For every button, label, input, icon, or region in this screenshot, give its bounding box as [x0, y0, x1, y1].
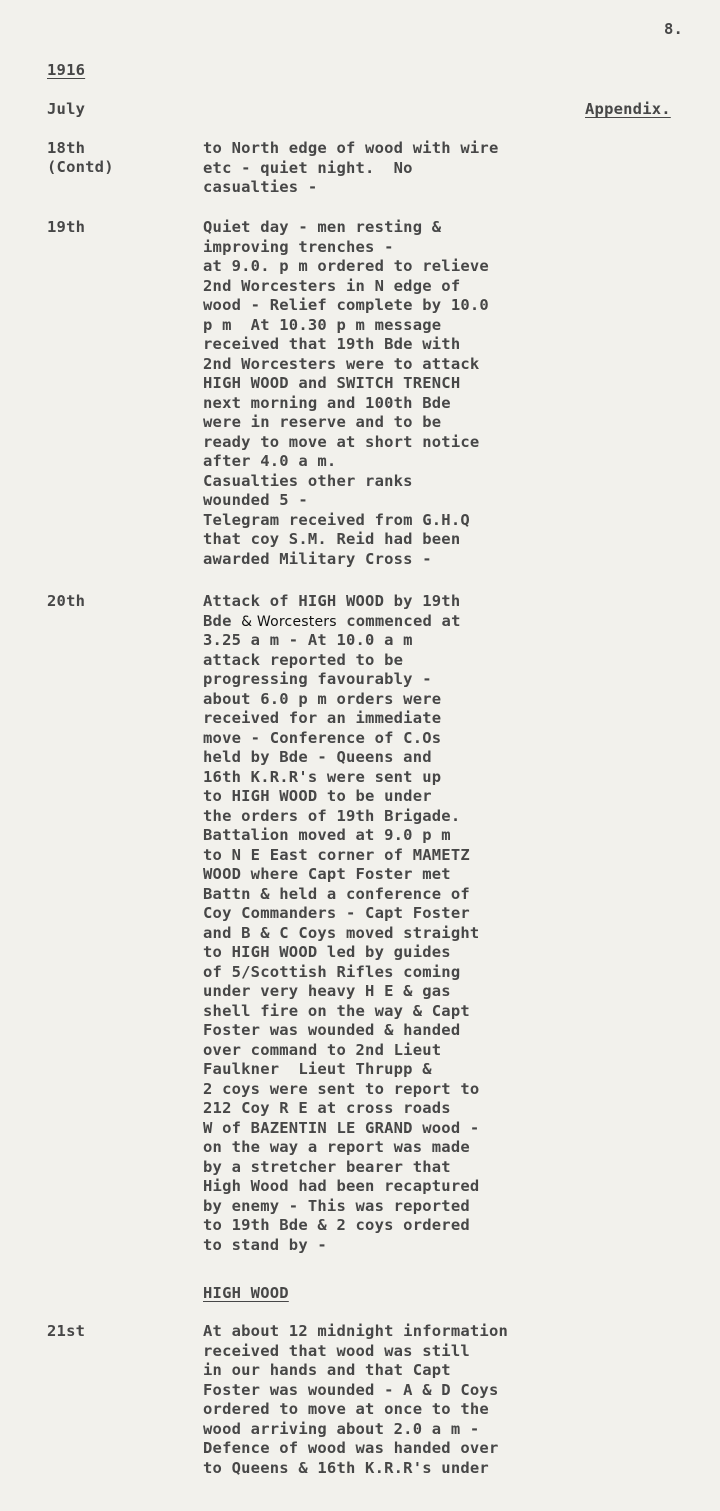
- diary-line: 212 Coy R E at cross roads: [203, 1099, 451, 1117]
- diary-line: attack reported to be: [203, 650, 404, 669]
- diary-line: ready to move at short notice: [203, 432, 480, 451]
- diary-line: High Wood had been recaptured: [203, 1177, 480, 1195]
- year-heading: 1916: [47, 61, 86, 79]
- diary-line: under very heavy H E & gas: [203, 982, 451, 1000]
- diary-line: progressing favourably -: [203, 670, 432, 688]
- entry-date-19th: [47, 218, 85, 237]
- diary-line: ordered to move at once to the: [203, 1400, 489, 1418]
- entry-date-21st: [47, 1322, 85, 1341]
- diary-line: p m At 10.30 p m message: [203, 315, 442, 334]
- diary-line: awarded Military Cross -: [203, 549, 432, 568]
- date-line: 19th: [47, 218, 86, 236]
- diary-line: to N E East corner of MAMETZ: [203, 845, 470, 864]
- diary-line: 16th K.R.R's were sent up: [203, 767, 442, 786]
- diary-line: At about 12 midnight information: [203, 1322, 509, 1340]
- diary-line: to Queens & 16th K.R.R's under: [203, 1458, 489, 1477]
- diary-line: held by Bde - Queens and: [203, 748, 432, 766]
- diary-line: were in reserve and to be: [203, 413, 442, 431]
- diary-line: to stand by -: [203, 1235, 327, 1254]
- diary-line: of 5/Scottish Rifles coming: [203, 962, 461, 981]
- diary-line-amended: [203, 612, 461, 630]
- diary-line: at 9.0. p m ordered to relieve: [203, 257, 489, 275]
- diary-line: to 19th Bde & 2 coys ordered: [203, 1216, 470, 1234]
- diary-line: on the way a report was made: [203, 1138, 470, 1156]
- diary-line: after 4.0 a m.: [203, 452, 337, 470]
- date-line: 18th: [47, 139, 86, 157]
- diary-line: etc - quiet night. No: [203, 158, 413, 177]
- line-fragment: Bde: [203, 611, 242, 630]
- diary-line: wood - Relief complete by 10.0: [203, 296, 489, 314]
- date-line: (Contd): [47, 158, 114, 176]
- diary-line: received for an immediate: [203, 709, 442, 727]
- diary-line: by a stretcher bearer that: [203, 1157, 451, 1176]
- diary-line: wounded 5 -: [203, 491, 308, 509]
- diary-line: and B & C Coys moved straight: [203, 923, 480, 942]
- diary-line: wood arriving about 2.0 a m -: [203, 1419, 480, 1438]
- date-line: 20th: [47, 592, 86, 610]
- month-label: July: [47, 100, 86, 118]
- page-number: 8.: [664, 20, 684, 38]
- diary-line: Telegram received from G.H.Q: [203, 510, 470, 529]
- diary-line: casualties -: [203, 178, 318, 196]
- diary-line: Coy Commanders - Capt Foster: [203, 904, 470, 922]
- diary-line: over command to 2nd Lieut: [203, 1040, 442, 1059]
- diary-line: W of BAZENTIN LE GRAND wood -: [203, 1118, 480, 1137]
- diary-line: Defence of wood was handed over: [203, 1439, 499, 1457]
- diary-line: Attack of HIGH WOOD by 19th: [203, 592, 461, 610]
- diary-line: 2nd Worcesters were to attack: [203, 354, 480, 373]
- diary-line: Battn & held a conference of: [203, 884, 470, 903]
- diary-line: Faulkner Lieut Thrupp &: [203, 1060, 432, 1078]
- diary-line: Foster was wounded - A & D Coys: [203, 1380, 499, 1399]
- diary-line: 2nd Worcesters in N edge of: [203, 276, 461, 295]
- handwritten-correction: & Worcesters: [241, 613, 337, 630]
- diary-line: to HIGH WOOD led by guides: [203, 943, 451, 961]
- diary-line: shell fire on the way & Capt: [203, 1001, 470, 1020]
- diary-line: WOOD where Capt Foster met: [203, 865, 451, 883]
- diary-line: HIGH WOOD and SWITCH TRENCH: [203, 374, 461, 392]
- diary-line: 2 coys were sent to report to: [203, 1079, 480, 1098]
- diary-line: Foster was wounded & handed: [203, 1021, 461, 1039]
- diary-line: improving trenches -: [203, 237, 394, 256]
- entry-date-18th: [47, 139, 114, 177]
- diary-line: move - Conference of C.Os: [203, 728, 442, 747]
- diary-line: Quiet day - men resting &: [203, 218, 442, 236]
- diary-line: received that wood was still: [203, 1341, 470, 1360]
- diary-line: that coy S.M. Reid had been: [203, 530, 461, 548]
- diary-line: Battalion moved at 9.0 p m: [203, 826, 451, 844]
- diary-line: about 6.0 p m orders were: [203, 689, 442, 708]
- diary-line: 3.25 a m - At 10.0 a m: [203, 631, 413, 649]
- diary-line: Casualties other ranks: [203, 471, 413, 490]
- section-heading: HIGH WOOD: [203, 1284, 289, 1302]
- diary-line: received that 19th Bde with: [203, 335, 461, 353]
- diary-line: the orders of 19th Brigade.: [203, 806, 461, 825]
- appendix-label: Appendix.: [585, 100, 671, 118]
- line-fragment: commenced at: [336, 611, 461, 630]
- date-line: 21st: [47, 1322, 86, 1340]
- entry-date-20th: [47, 592, 85, 611]
- diary-line: next morning and 100th Bde: [203, 393, 451, 412]
- diary-line: by enemy - This was reported: [203, 1196, 470, 1215]
- diary-line: in our hands and that Capt: [203, 1361, 451, 1379]
- diary-line: to HIGH WOOD to be under: [203, 787, 432, 805]
- diary-line: to North edge of wood with wire: [203, 139, 499, 157]
